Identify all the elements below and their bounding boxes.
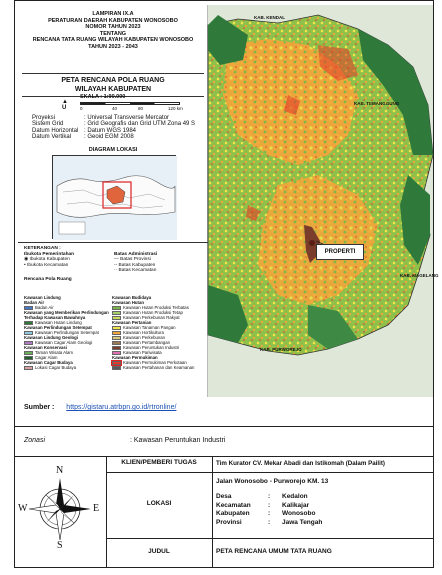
source-label: Sumber : <box>24 404 55 411</box>
location-key: Desa <box>216 493 232 500</box>
legend-text: Kawasan Hutan Lindung <box>35 320 82 325</box>
location-inset-map <box>52 155 176 239</box>
legend-text: Kawasan Cagar Budaya <box>24 360 73 365</box>
location-street: Jalan Wonosobo - Purworejo KM. 13 <box>216 478 329 485</box>
legend-right-column <box>112 295 204 370</box>
legend-pola-title: Rencana Pola Ruang <box>24 276 72 282</box>
location-val: Jawa Tengah <box>282 518 323 526</box>
legend-text: Kawasan Peruntukan Industri <box>123 345 180 350</box>
legend-keys <box>24 246 204 283</box>
legend-swatch <box>24 366 33 370</box>
legend-text: Taman Wisata Alam <box>35 350 73 355</box>
legend-text: Kawasan Permukiman <box>112 355 158 360</box>
legend-group-title <box>24 310 112 320</box>
legend-group-title: Batas Administrasi <box>114 251 158 257</box>
proj-value: : Universal Transverse Mercator <box>84 115 170 121</box>
compass-w: W <box>18 503 28 514</box>
location-key: Kecamatan <box>216 501 251 509</box>
legend-text: Cagar Alam <box>35 355 58 360</box>
legend-heading: KETERANGAN : <box>24 246 61 251</box>
legend-text: Kawasan Konservasi <box>24 345 67 350</box>
legend-text: Badan Air <box>35 305 54 310</box>
legend-text: Kawasan Hutan Produksi Terbatas <box>123 305 189 310</box>
legend-text: Kawasan Perlindungan Setempat <box>35 330 99 335</box>
title-label: JUDUL <box>148 548 170 555</box>
map-title-line: PETA RENCANA POLA RUANG <box>61 77 165 84</box>
location-key: Provinsi <box>216 518 242 526</box>
location-val: Kedalon <box>282 493 308 500</box>
legend-item: Batas Kabupaten <box>118 262 156 268</box>
header-line: TAHUN 2023 - 2043 <box>88 43 138 50</box>
legend-text: Kawasan Perlindungan Setempat <box>24 325 92 330</box>
proj-value: : Grid Geografis dan Grid UTM Zona 49 S <box>84 121 196 128</box>
map-legend-panel <box>18 5 208 397</box>
location-row: Kabupaten : Wonosobo <box>216 510 316 517</box>
boundary-line-icon: — <box>114 257 121 263</box>
compass-s: S <box>57 540 63 551</box>
map-label-kendal: KAB. KENDAL <box>254 15 285 20</box>
table-divider <box>106 472 434 473</box>
scale-tick: 0 <box>80 106 83 111</box>
north-arrow-icon: ▲ U <box>62 99 68 111</box>
map-label-purworejo: KAB. PURWOREJO <box>260 347 302 352</box>
legend-text: Kawasan Lindung <box>24 295 61 300</box>
location-key: Kabupaten <box>216 510 250 517</box>
client-label: KLIEN/PEMBERI TUGAS <box>121 459 197 466</box>
legal-header <box>22 11 204 51</box>
zonasi-value: : Kawasan Peruntukan Industri <box>130 437 226 444</box>
title-value: PETA RENCANA UMUM TATA RUANG <box>216 548 332 555</box>
legend-item: Ibukota Kecamatan <box>27 262 69 268</box>
land-use-map-drawing <box>208 5 433 397</box>
legend-text: Kawasan Pertahanan dan Keamanan <box>123 365 195 370</box>
proj-value: : Geoid EGM 2008 <box>84 134 134 141</box>
land-use-map <box>208 5 439 397</box>
legend-item: Batas Provinsi <box>120 257 151 263</box>
legend-item: Batas Kecamatan <box>118 268 157 274</box>
header-line: TENTANG <box>99 30 127 37</box>
map-title-line: WILAYAH KABUPATEN <box>74 86 152 93</box>
compass-e: E <box>93 503 100 514</box>
boundary-line-icon: -- <box>114 262 119 268</box>
legend-text: Kawasan Hortikultura <box>123 330 164 335</box>
legend-item <box>24 365 112 370</box>
location-row: Desa : Kedalon <box>216 493 308 500</box>
legend-text: Kawasan Permukiman Perkotaan <box>123 360 187 365</box>
inset-map-drawing <box>53 156 177 240</box>
location-row: Kecamatan : Kalikajar <box>216 501 310 509</box>
scale-bar <box>80 102 180 105</box>
capital-symbol-icon: ◉ <box>24 257 30 263</box>
source-line <box>24 404 176 411</box>
legend-text: Kawasan Perkebunan <box>123 335 166 340</box>
legend-text: Kawasan Hutan Produksi Tetap <box>123 310 183 315</box>
divider-line <box>14 426 434 427</box>
scale-tick: 80 <box>138 106 144 111</box>
projection-info <box>32 115 195 141</box>
district-symbol-icon: • <box>24 262 28 268</box>
location-label: LOKASI <box>146 500 172 507</box>
legend-group-title: Ibukota Pemerintahan <box>24 251 75 257</box>
boundary-line-icon: ·· <box>114 268 119 274</box>
location-val: Wonosobo <box>282 510 316 517</box>
legend-text: Kawasan Perkebunan Rakyat <box>123 315 180 320</box>
legend-text: Badan Air <box>24 300 45 305</box>
legend-item <box>112 365 204 370</box>
header-line: LAMPIRAN IX.A <box>92 11 134 17</box>
scale-tick: 120 km <box>168 106 183 111</box>
legend-swatch <box>112 366 121 370</box>
scale-tick: 40 <box>112 106 118 111</box>
north-label: U <box>62 105 67 111</box>
divider-line <box>14 456 434 457</box>
header-line: PERATURAN DAERAH KABUPATEN WONOSOBO <box>48 17 178 24</box>
location-row: Provinsi : Jawa Tengah <box>216 518 323 526</box>
map-label-temanggung: KAB. TEMANGGUNG <box>354 101 400 106</box>
legend-text: Lokasi Cagar Budaya <box>35 365 77 370</box>
legend-text: Kawasan Tanaman Pangan <box>123 325 176 330</box>
zonasi-label: Zonasi <box>24 437 46 444</box>
legend-text: Kawasan Pariwisata <box>123 350 162 355</box>
legend-text: Kawasan Lindung Geologi <box>24 335 78 340</box>
legend-text: Kawasan Hutan <box>112 300 144 305</box>
proj-key: Sistem Grid <box>32 121 64 128</box>
proj-value: : Datum WGS 1984 <box>84 127 137 134</box>
legend-divider <box>18 242 208 243</box>
proj-key: Datum Horizontal <box>32 127 79 134</box>
header-line: RENCANA TATA RUANG WILAYAH KABUPATEN WONOSOBO <box>32 37 194 44</box>
map-panel <box>18 5 439 397</box>
legend-text: Kawasan Budidaya <box>112 295 152 300</box>
source-link[interactable]: https://gistaru.atrbpn.go.id/rtronline/ <box>66 404 177 411</box>
legend-columns <box>24 295 204 370</box>
location-details <box>216 493 432 527</box>
legend-text: Kawasan Cagar Alam Geologi <box>35 340 93 345</box>
table-divider <box>106 538 434 539</box>
legend-item: Ibukota Kabupaten <box>29 257 70 263</box>
map-label-magelang: KAB. MAGELANG <box>400 273 439 278</box>
client-value: Tim Kurator CV. Mekar Abadi dan Istikomah (Dalam Pailit) <box>216 460 385 467</box>
scale-label: SKALA : 1:90.000 <box>80 94 126 100</box>
proj-key: Datum Vertikal <box>32 134 72 141</box>
location-val: Kalikajar <box>282 501 310 509</box>
header-line: NOMOR TAHUN 2023 <box>85 24 141 31</box>
legend-left-column <box>24 295 112 370</box>
inset-title: DIAGRAM LOKASI <box>88 147 138 153</box>
legend-text: Kawasan yang Memberikan Perlindungan Terhadap Kawasan Bawahnya <box>24 310 109 320</box>
proj-key: Proyeksi <box>32 115 56 121</box>
compass-n: N <box>56 465 64 476</box>
legend-text: Kawasan Pertambangan <box>123 340 171 345</box>
compass-rose-icon <box>18 466 102 552</box>
legend-text: Kawasan Pertanian <box>112 320 152 325</box>
property-callout: PROPERTI <box>316 244 364 260</box>
